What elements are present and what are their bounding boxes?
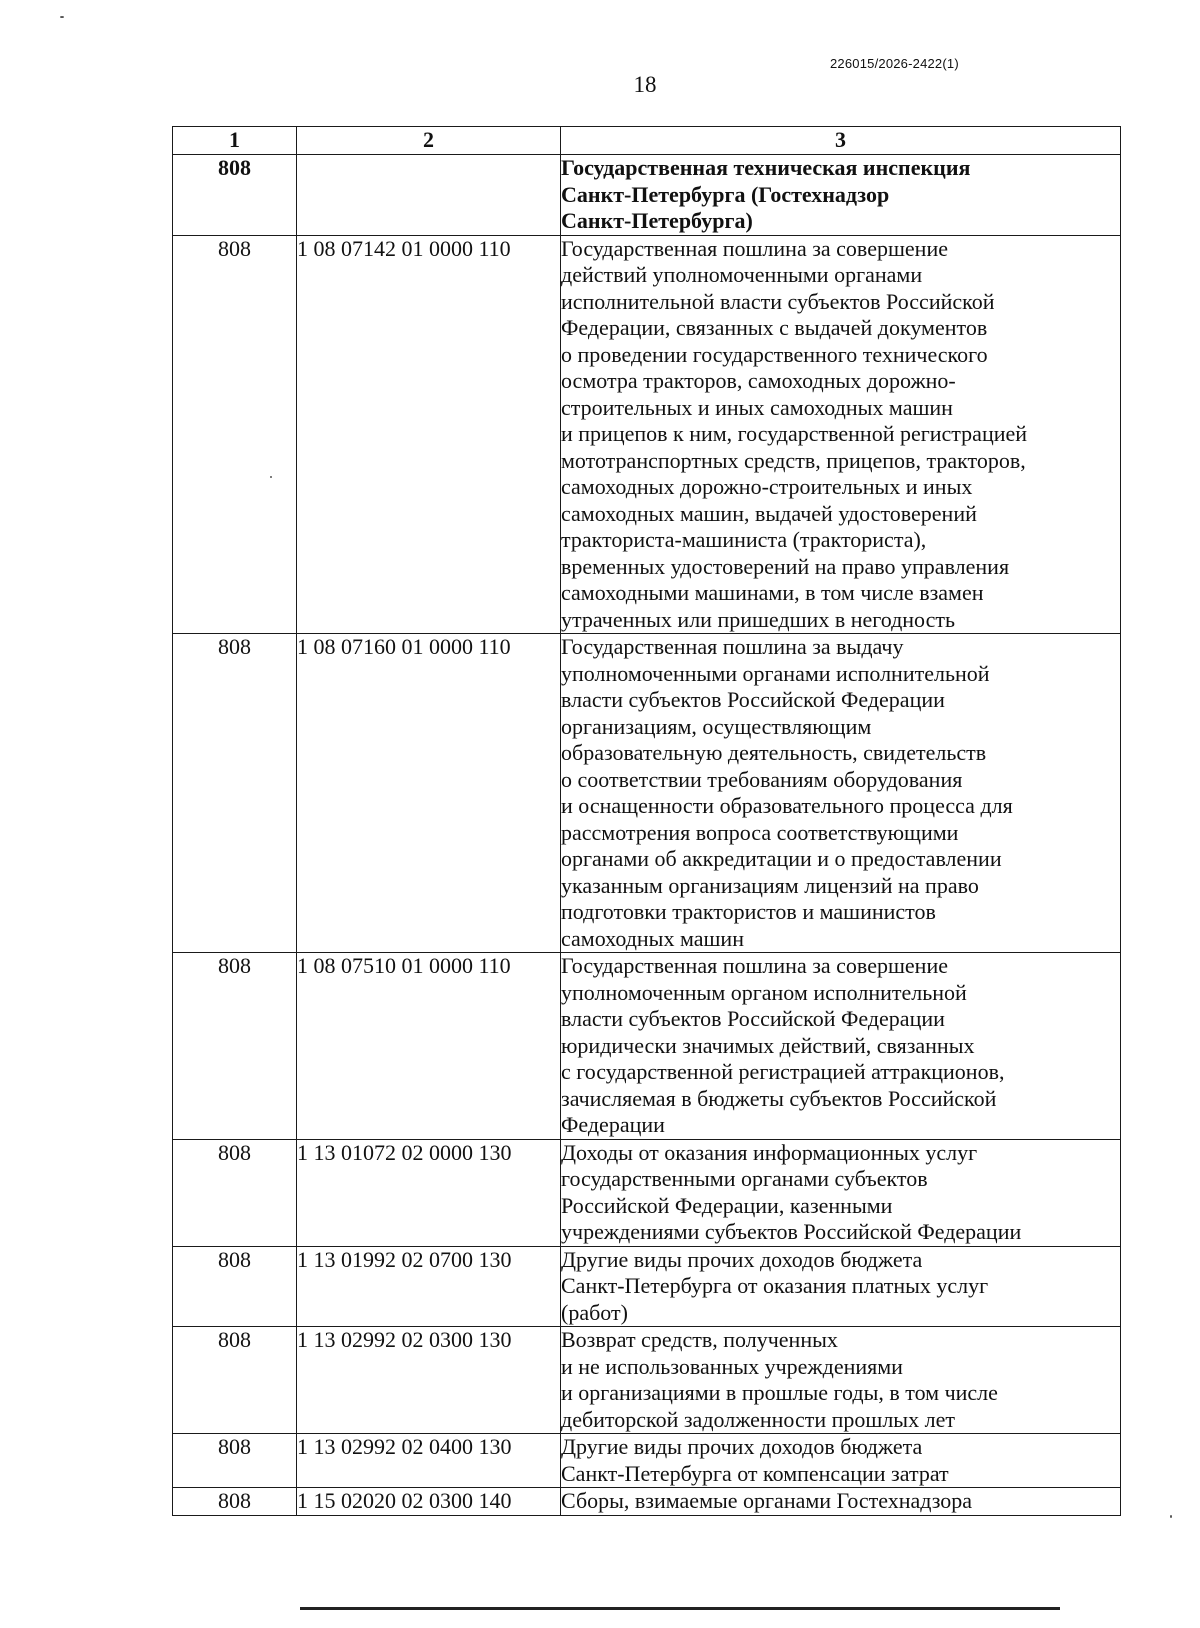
description-line: Государственная пошлина за совершение <box>561 953 948 978</box>
section-title-line: Санкт-Петербурга (Гостехнадзор <box>561 181 890 207</box>
description-line: самоходных дорожно-строительных и иных <box>561 474 973 499</box>
description-line: Сборы, взимаемые органами Гостехнадзора <box>561 1488 973 1513</box>
description-line: и не использованных учреждениями <box>561 1353 903 1379</box>
description-line: исполнительной власти субъектов Российской <box>561 288 995 314</box>
description-line: строительных и иных самоходных машин <box>561 394 953 420</box>
income-description-cell <box>561 953 1121 1140</box>
description-line: зачисляемая в бюджеты субъектов Российской <box>561 1085 997 1111</box>
description-line: о проведении государственного технического <box>561 341 988 367</box>
income-description-cell <box>561 634 1121 953</box>
description-line: власти субъектов Российской Федерации <box>561 1006 945 1031</box>
scan-speck <box>1170 1515 1172 1518</box>
description-line: Государственная пошлина за совершение <box>561 235 948 261</box>
description-line: уполномоченными органами исполнительной <box>561 660 990 686</box>
income-description-cell <box>561 1139 1121 1246</box>
description-line: Российской Федерации, казенными <box>561 1192 893 1218</box>
description-line: юридически значимых действий, связанных <box>561 1032 975 1058</box>
description-line: о соответствии требованиям оборудования <box>561 766 963 792</box>
budget-code-cell: 1 13 02992 02 0400 130 <box>297 1434 561 1488</box>
description-line: самоходных машин, выдачей удостоверений <box>561 500 977 526</box>
budget-code-cell: 1 08 07160 01 0000 110 <box>297 634 561 953</box>
column-header-3: 3 <box>561 127 1121 155</box>
description-line: образовательную деятельность, свидетельств <box>561 740 987 765</box>
description-line: власти субъектов Российской Федерации <box>561 687 945 712</box>
section-title-line: Санкт-Петербурга) <box>561 208 753 233</box>
description-line: действий уполномоченными органами <box>561 262 923 287</box>
budget-code-cell <box>297 155 561 236</box>
admin-code-cell: 808 <box>173 1488 297 1516</box>
scan-speck <box>60 16 64 18</box>
description-line: Возврат средств, полученных <box>561 1327 838 1352</box>
description-line: самоходными машинами, в том числе взамен <box>561 580 984 605</box>
description-line: Государственная пошлина за выдачу <box>561 634 904 659</box>
budget-code-cell: 1 08 07142 01 0000 110 <box>297 235 561 634</box>
section-title-line: Государственная техническая инспекция <box>561 155 971 180</box>
table-row <box>173 1246 1121 1327</box>
description-line: государственными органами субъектов <box>561 1166 928 1191</box>
column-header-1: 1 <box>173 127 297 155</box>
description-line: уполномоченным органом исполнительной <box>561 979 967 1005</box>
table-row <box>173 1139 1121 1246</box>
description-line: тракториста-машиниста (тракториста), <box>561 527 927 552</box>
description-line: дебиторской задолженности прошлых лет <box>561 1406 955 1432</box>
income-description-cell <box>561 1488 1121 1516</box>
page-number: 18 <box>633 72 657 97</box>
admin-code-cell: 808 <box>173 953 297 1140</box>
income-description-cell <box>561 1246 1121 1327</box>
income-description-cell <box>561 1327 1121 1434</box>
budget-codes-table <box>172 126 1121 1516</box>
description-line: временных удостоверений на право управления <box>561 553 1010 579</box>
description-line: Санкт-Петербурга от оказания платных услуг <box>561 1273 989 1298</box>
budget-code-cell: 1 13 01992 02 0700 130 <box>297 1246 561 1327</box>
description-line: и оснащенности образовательного процесса для <box>561 793 1013 818</box>
description-line: указанным организациям лицензий на право <box>561 872 979 898</box>
table-row <box>173 953 1121 1140</box>
description-line: самоходных машин <box>561 925 744 951</box>
column-header-2: 2 <box>297 127 561 155</box>
admin-code-cell: 808 <box>173 1246 297 1327</box>
description-line: Доходы от оказания информационных услуг <box>561 1139 978 1165</box>
bottom-rule <box>300 1607 1060 1610</box>
budget-code-cell: 1 15 02020 02 0300 140 <box>297 1488 561 1516</box>
budget-code-cell: 1 13 02992 02 0300 130 <box>297 1327 561 1434</box>
budget-code-cell: 1 13 01072 02 0000 130 <box>297 1139 561 1246</box>
description-line: (работ) <box>561 1299 628 1325</box>
description-line: организациям, осуществляющим <box>561 713 872 739</box>
document-id: 226015/2026-2422(1) <box>830 56 959 71</box>
description-line: Другие виды прочих доходов бюджета <box>561 1246 923 1272</box>
admin-code-cell: 808 <box>173 1139 297 1246</box>
table-body <box>173 155 1121 1516</box>
budget-code-cell: 1 08 07510 01 0000 110 <box>297 953 561 1140</box>
admin-code-cell: 808 <box>173 235 297 634</box>
description-line: и организациями в прошлые годы, в том числе <box>561 1380 998 1405</box>
description-line: Федерации, связанных с выдачей документов <box>561 315 988 340</box>
description-line: Федерации <box>561 1112 665 1137</box>
income-description-cell <box>561 1434 1121 1488</box>
admin-code-cell: 808 <box>173 155 297 236</box>
description-line: и прицепов к ним, государственной регистрацией <box>561 421 1028 446</box>
description-line: утраченных или пришедших в негодность <box>561 606 956 632</box>
section-row <box>173 155 1121 236</box>
description-line: органами об аккредитации и о предоставлении <box>561 846 1002 871</box>
description-line: учреждениями субъектов Российской Федерации <box>561 1219 1022 1244</box>
table-row <box>173 235 1121 634</box>
description-line: осмотра тракторов, самоходных дорожно- <box>561 368 956 393</box>
income-description-cell <box>561 235 1121 634</box>
table-row <box>173 634 1121 953</box>
description-line: рассмотрения вопроса соответствующими <box>561 819 959 845</box>
section-title-cell <box>561 155 1121 236</box>
description-line: мототранспортных средств, прицепов, тракторов, <box>561 447 1026 473</box>
description-line: подготовки трактористов и машинистов <box>561 899 936 924</box>
table-row <box>173 1327 1121 1434</box>
admin-code-cell: 808 <box>173 634 297 953</box>
admin-code-cell: 808 <box>173 1434 297 1488</box>
description-line: Санкт-Петербурга от компенсации затрат <box>561 1460 949 1486</box>
table-row <box>173 1434 1121 1488</box>
description-line: с государственной регистрацией аттракционов, <box>561 1059 1005 1084</box>
table-row <box>173 1488 1121 1516</box>
admin-code-cell: 808 <box>173 1327 297 1434</box>
table-header-row <box>173 127 1121 155</box>
description-line: Другие виды прочих доходов бюджета <box>561 1434 923 1459</box>
